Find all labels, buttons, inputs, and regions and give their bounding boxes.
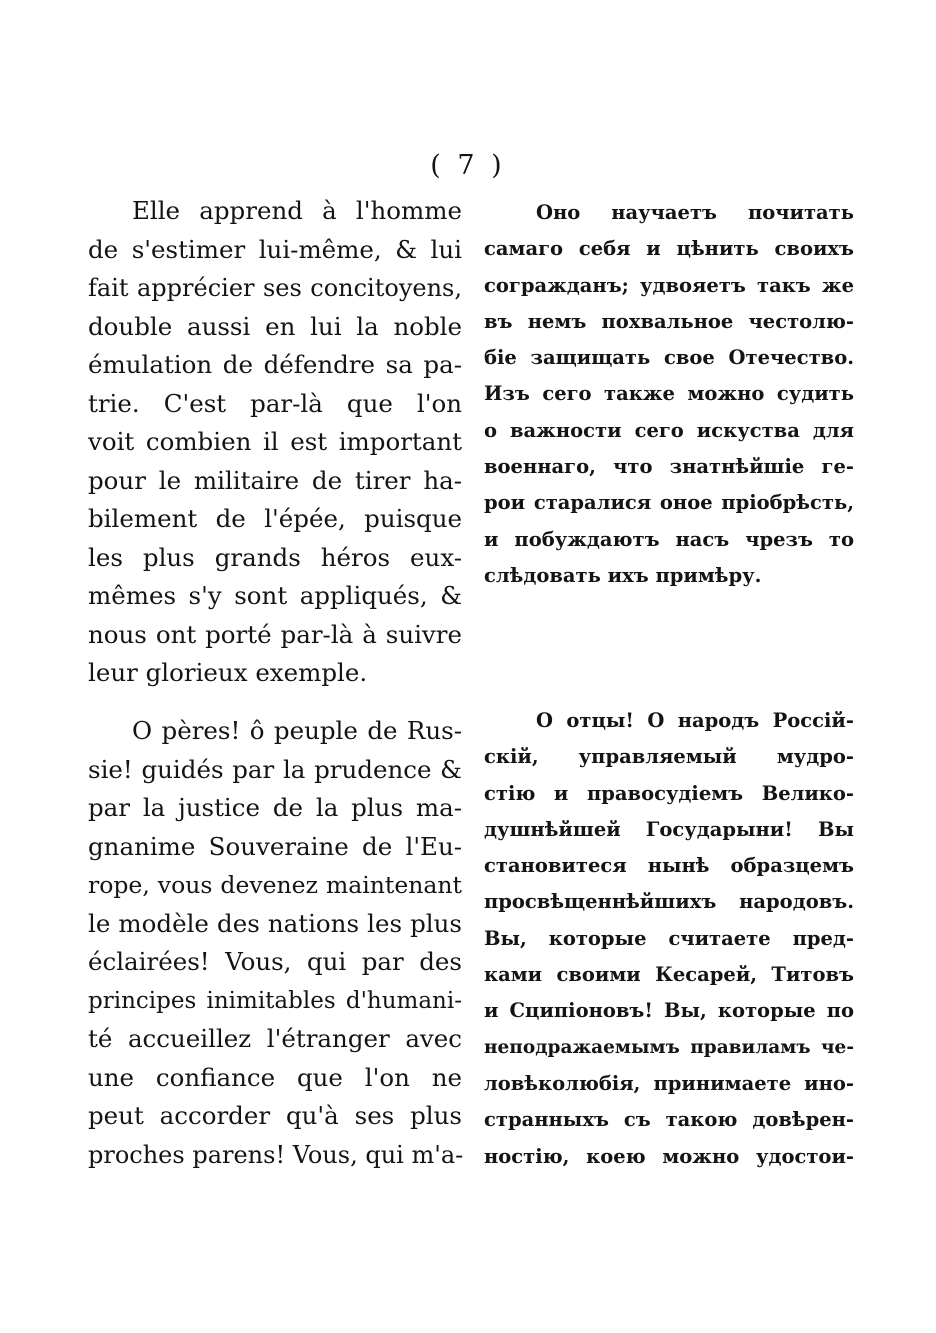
page-number: ( 7 )	[430, 150, 506, 181]
french-line: principes inimitables d'humani-	[88, 987, 462, 1014]
french-line: peut accorder qu'à ses plus	[88, 1101, 462, 1130]
russian-line: біе защищать свое Отечество.	[484, 346, 854, 370]
french-line: sie! guidés par la prudence &	[88, 754, 462, 784]
french-line: une confiance que l'on ne	[88, 1062, 462, 1092]
russian-line: становитеся нынѣ образцемъ	[484, 854, 854, 878]
russian-line: скій, управляемый мудро-	[484, 745, 854, 769]
french-line: Elle apprend à l'homme	[132, 196, 462, 225]
french-line: leur glorieux exemple.	[88, 658, 368, 687]
french-line: éclairées! Vous, qui par des	[88, 947, 462, 976]
french-line: fait apprécier ses concitoyens,	[88, 274, 462, 302]
russian-line: самаго себя и цѣнить своихъ	[484, 237, 854, 261]
russian-line: Вы, которые считаете пред-	[484, 926, 854, 950]
russian-line: рои старалися оное пріобрѣсть,	[484, 491, 854, 515]
russian-line: и Сципіоновъ! Вы, которые по	[484, 999, 854, 1023]
russian-line: военнаго, что знатнѣйшіе ге-	[484, 455, 854, 479]
french-line: O pères! ô peuple de Rus-	[132, 716, 462, 745]
russian-line: О отцы! О народъ Россій-	[536, 709, 854, 732]
russian-line: Изъ сего также можно судить	[484, 382, 854, 406]
russian-line: и побуждаютъ насъ чрезъ то	[484, 527, 854, 551]
russian-line: о важности сего искуства для	[484, 418, 854, 442]
french-line: par la justice de la plus ma-	[88, 793, 462, 822]
french-line: nous ont porté par-là à suivre	[88, 619, 462, 649]
french-line: double aussi en lui la noble	[88, 311, 462, 341]
french-line: rope, vous devenez maintenant	[88, 871, 462, 899]
french-line: les plus grands héros eux-	[88, 542, 462, 572]
russian-paragraph-2	[484, 703, 854, 1175]
russian-line: просвѣщеннѣйшихъ народовъ.	[484, 890, 854, 914]
russian-line: ностію, коею можно удостои-	[484, 1144, 854, 1168]
french-line: trie. C'est par-là que l'on	[88, 388, 462, 418]
french-line: pour le militaire de tirer ha-	[88, 465, 462, 495]
russian-line: ловѣколюбія, принимаете ино-	[484, 1071, 854, 1095]
french-paragraph-1	[88, 192, 462, 693]
french-paragraph-2	[88, 712, 462, 1174]
russian-line: Оно научаетъ почитать	[536, 201, 854, 224]
french-line: émulation de défendre sa pa-	[88, 350, 462, 379]
french-line: proches parens! Vous, qui m'a-	[88, 1140, 464, 1169]
french-line: le modèle des nations les plus	[88, 908, 462, 938]
russian-line: въ немъ похвальное честолю-	[484, 309, 854, 333]
russian-line: согражданъ; удвояетъ такъ же	[484, 273, 854, 297]
russian-line: слѣдовать ихъ примѣру.	[484, 563, 762, 587]
russian-line: ками своими Кесарей, Титовъ	[484, 963, 854, 987]
french-line: té accueillez l'étranger avec	[88, 1024, 462, 1053]
french-line: gnanime Souveraine de l'Eu-	[88, 831, 462, 861]
french-line: mêmes s'y sont appliqués, &	[88, 581, 462, 610]
french-line: bilement de l'épée, puisque	[88, 504, 462, 533]
french-line: voit combien il est important	[88, 427, 462, 456]
russian-line: неподражаемымъ правиламъ че-	[484, 1036, 854, 1058]
russian-line: странныхъ съ такою довѣрен-	[484, 1108, 854, 1132]
french-line: de s'estimer lui-même, & lui	[88, 234, 462, 264]
russian-line: стію и правосудіемъ Велико-	[484, 781, 854, 805]
russian-paragraph-1	[484, 195, 854, 594]
russian-line: душнѣйшей Государыни! Вы	[484, 817, 854, 841]
